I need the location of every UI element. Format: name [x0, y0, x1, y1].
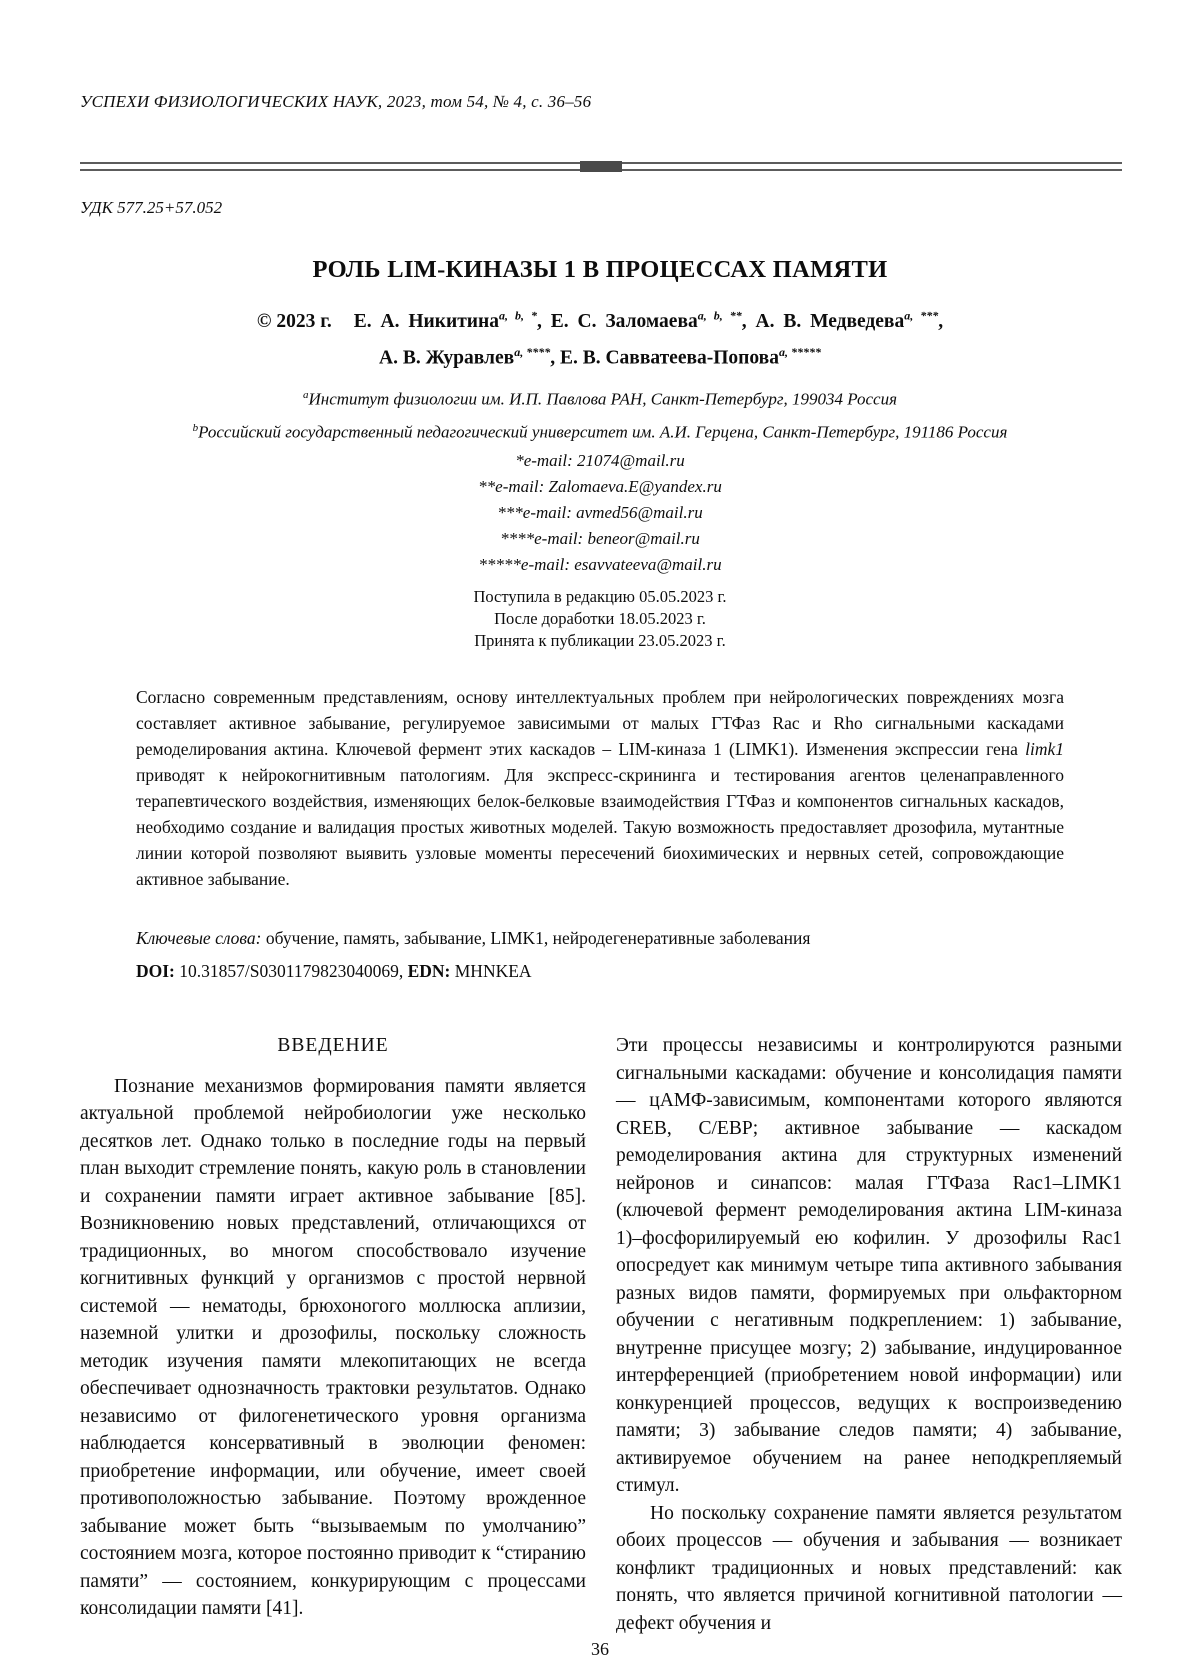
abstract	[136, 684, 1064, 892]
left-column	[80, 1032, 586, 1637]
author-separator: ,	[938, 310, 944, 332]
gene-name-italic: limk1	[1025, 739, 1064, 760]
udk-code: УДК 577.25+57.052	[80, 198, 223, 217]
journal-page	[0, 92, 1200, 1669]
body-paragraph: Познание механизмов формирования памяти является актуальной проблемой нейробиологии уже несколько десятков лет. Однако только в последние годы на первый план выходит стремление понять, какую роль в становлении и сохранении памяти играет активное забывание [85]. Возникновению новых представлений, отличающихся от традиционных, во многом способствовало изучение когнитивных функций у организмов с простой нервной системой — нематоды, брюхоногого моллюска аплизии, наземной улитки и дрозофилы, поскольку сложность методик изучения памяти млекопитающих не всегда обеспечивает однозначность трактовки результатов. Однако независимо от филогенетического уровня организма наблюдается консервативный в эволюции феномен: приобретение информации, или обучение, имеет своей противоположностью забывание. Поэтому врожденное забывание может быть “вызываемым по умолчанию” состоянием мозга, которое постоянно приводит к “стиранию памяти” — состоянием, конкурирующим с процессами консолидации памяти [41].	[80, 1075, 586, 1620]
author-affil-marks: a, *****	[778, 344, 821, 359]
author-name: А. В. Медведева	[755, 310, 905, 332]
keywords-text: обучение, память, забывание, LIMK1, нейродегенеративные заболевания	[261, 928, 811, 949]
date-received: Поступила в редакцию 05.05.2023 г.	[473, 587, 727, 607]
right-column	[616, 1032, 1122, 1637]
introduction-heading: ВВЕДЕНИЕ	[277, 1035, 389, 1057]
author-name: Е. В. Савватеева-Попова	[559, 347, 779, 368]
email-line: ****e-mail: beneor@mail.ru	[500, 529, 700, 549]
body-paragraph: Но поскольку сохранение памяти является результатом обоих процессов — обучения и забывания — возникает конфликт традиционных и новых представлений: как понять, что является причиной когнитивной патологии — дефект обучения и	[616, 1502, 1122, 1634]
affiliation-mark: a	[302, 389, 309, 401]
doi-value: 10.31857/S0301179823040069,	[174, 961, 408, 982]
authors-line-1	[60, 300, 1140, 337]
author-name: Е. А. Никитина	[353, 310, 500, 332]
author-separator: ,	[741, 310, 756, 332]
email-line: ***e-mail: avmed56@mail.ru	[497, 503, 703, 523]
authors-block	[60, 300, 1140, 373]
edn-label: EDN:	[407, 961, 451, 982]
keywords-label: Ключевые слова:	[136, 928, 262, 949]
journal-header: УСПЕХИ ФИЗИОЛОГИЧЕСКИХ НАУК, 2023, том 54, № 4, с. 36–56	[80, 92, 592, 111]
author-name: Е. С. Заломаева	[550, 310, 698, 332]
affiliations-block	[60, 381, 1140, 446]
date-accepted: Принята к публикации 23.05.2023 г.	[474, 631, 726, 651]
author-affil-marks: a, ****	[514, 344, 551, 359]
doi-label: DOI:	[136, 961, 175, 982]
author-affil-marks: a, b, **	[697, 308, 742, 322]
affiliation-item	[60, 414, 1140, 447]
copyright-year: © 2023 г.	[256, 310, 332, 332]
affiliation-text: Институт физиологии им. И.П. Павлова РАН, Санкт-Петербург, 199034 Россия	[308, 389, 897, 409]
author-affil-marks: a, b, *	[499, 308, 538, 322]
author-separator: ,	[550, 347, 560, 368]
email-line: *****e-mail: esavvateeva@mail.ru	[478, 555, 722, 575]
affiliation-item	[60, 381, 1140, 414]
divider-center-bar	[580, 161, 622, 172]
email-line: *e-mail: 21074@mail.ru	[515, 451, 685, 471]
emails-block	[60, 448, 1140, 578]
keywords-line	[136, 928, 1064, 949]
authors-line-2	[60, 337, 1140, 374]
edn-value: MHNKEA	[450, 961, 532, 982]
header-divider	[80, 162, 1122, 171]
email-line: **e-mail: Zalomaeva.E@yandex.ru	[478, 477, 722, 497]
submission-dates	[60, 586, 1140, 652]
article-title: РОЛЬ LIM-КИНАЗЫ 1 В ПРОЦЕССАХ ПАМЯТИ	[312, 256, 888, 283]
abstract-text: Согласно современным представлениям, основу интеллектуальных проблем при нейрологических повреждениях мозга составляет активное забывание, регулируемое зависимыми от малых ГТФаз Rac и Rho сигнальными каскадами ремоделирования актина. Ключевой фермент этих каскадов – LIM-киназа 1 (LIMK1). Изменения экспрессии гена	[136, 687, 1064, 760]
author-separator: ,	[537, 310, 551, 332]
date-revised: После доработки 18.05.2023 г.	[494, 609, 706, 629]
abstract-text: приводят к нейрокогнитивным патологиям. Для экспресс-скрининга и тестирования агентов целенаправленного терапевтического воздействия, изменяющих белок-белковые взаимодействия ГТФаз и компонентов сигнальных каскадов, необходимо создание и валидация простых животных моделей. Такую возможность предоставляет дрозофила, мутантные линии которой позволяют выявить узловые моменты пересечений биохимических и нервных сетей, сопровождающие активное забывание.	[136, 765, 1064, 890]
two-column-body	[80, 1032, 1122, 1637]
body-paragraph: Эти процессы независимы и контролируются разными сигнальными каскадами: обучение и консолидация памяти — цАМФ-зависимым, компонентами которого являются CREB, C/EBP; активное забывание — каскадом ремоделирования актина для структурных изменений нейронов и синапсов: малая ГТФаза Rac1–LIMK1 (ключевой фермент ремоделирования актина LIM-киназа 1)–фосфорилируемый ею кофилин. У дрозофилы Rac1 опосредует как минимум четыре типа активного забывания разных видов памяти, формируемых при ольфакторном обучении с негативным подкреплением: 1) забывание, внутренне присущее мозгу; 2) забывание, индуцированное интерференцией (приобретением новой информации) или конкуренцией процессов, ведущих к воспроизведению памяти; 3) забывание следов памяти; 4) забывание, активируемое обучением на ранее неподкрепляемый стимул.	[616, 1035, 1122, 1497]
page-number: 36	[591, 1639, 609, 1659]
affiliation-mark: b	[192, 421, 199, 434]
doi-edn-line	[136, 961, 1064, 982]
affiliation-text: Российский государственный педагогический университет им. А.И. Герцена, Санкт-Петербург, 191186 Россия	[198, 422, 1008, 442]
author-affil-marks: a, ***	[904, 308, 939, 322]
author-name: А. В. Журавлев	[379, 347, 515, 368]
